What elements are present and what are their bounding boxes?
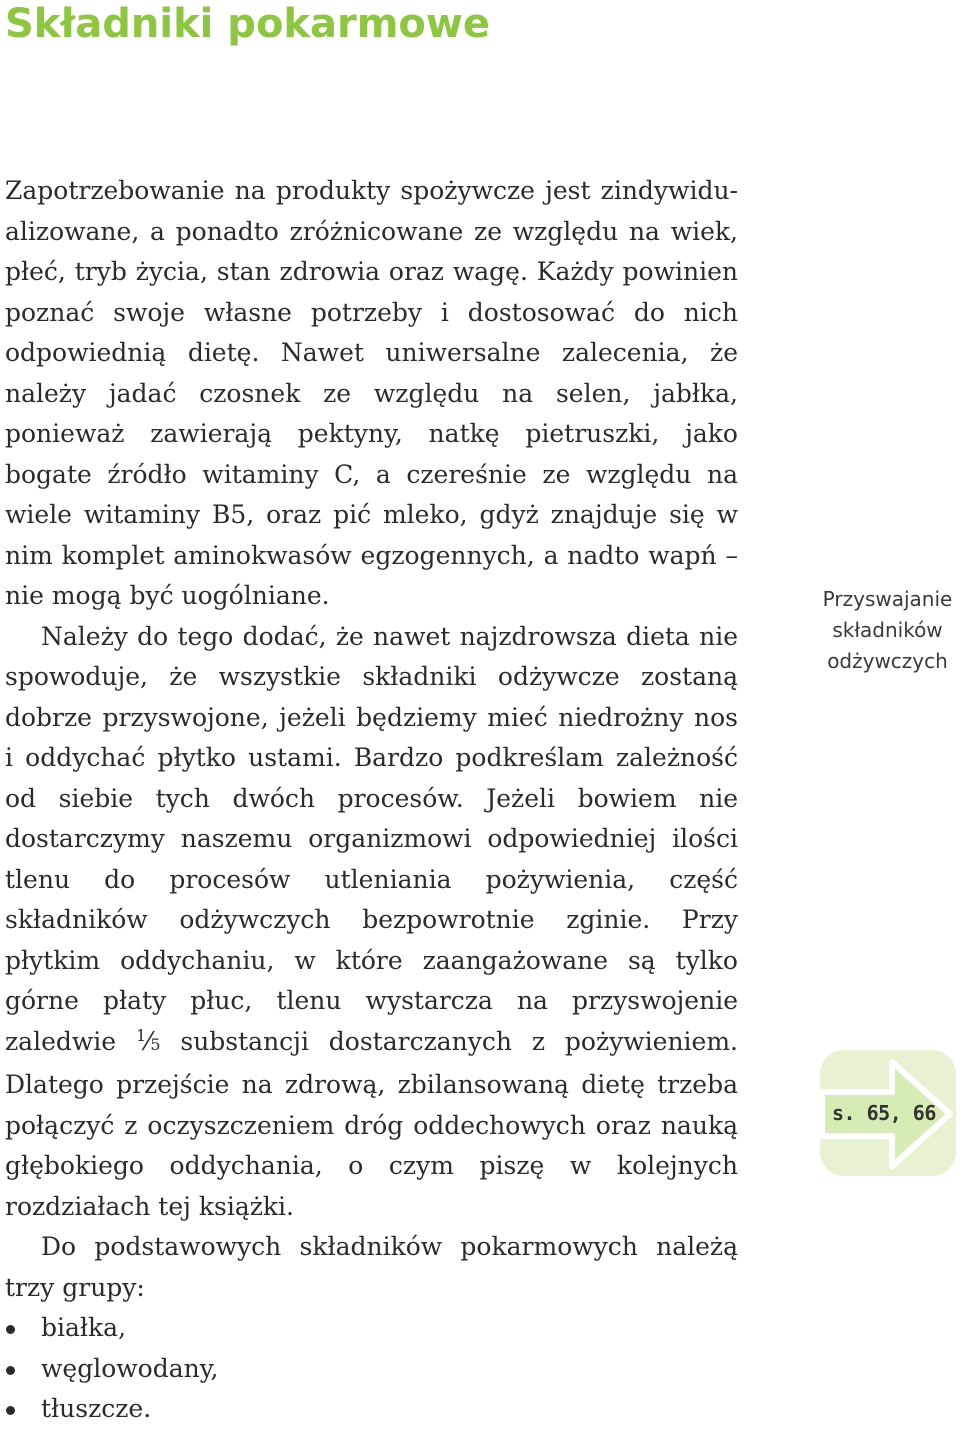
margin-note-line: składników [832, 618, 943, 642]
main-text [5, 171, 738, 1430]
margin-note-line: Przyswajanie [822, 587, 953, 611]
list-item: węglowodany, [5, 1349, 738, 1390]
margin-note-line: odżywczych [827, 649, 948, 673]
page-title: Składniki pokarmowe [5, 1, 490, 47]
fraction-denominator: 5 [150, 1034, 161, 1054]
nutrient-groups-list [5, 1308, 738, 1430]
paragraph-absorption [5, 617, 738, 1228]
paragraph-intro: Zapotrzebowanie na produkty spożywcze jest zindywidualizowane, a ponadto zróżnicowane ze względu na wiek, płeć, tryb życia, stan zdrowia oraz wagę. Każdy powinien poznać swoje własne potrzeby i dostosować do nich odpowiednią dietę. Nawet uniwersalne zalecenia, że należy jadać czosnek ze względu na selen, jabłka, ponieważ zawierają pektyny, natkę pietruszki, jako bogate źródło witaminy C, a czereśnie ze względu na wiele witaminy B5, oraz pić mleko, gdyż znajduje się w nim komplet aminokwasów egzogennych, a nadto wapń – nie mogą być uogólniane. [5, 176, 738, 610]
list-item: tłuszcze. [5, 1389, 738, 1430]
list-item: białka, [5, 1308, 738, 1349]
fraction-one-fifth: $^1$⁄5 [135, 1025, 161, 1056]
paragraph-groups: Do podstawowych składników pokarmowych należą trzy grupy: [5, 1232, 738, 1302]
paragraph-absorption-text-2: substancji dostarczanych z pożywieniem. Dlatego przejście na zdrową, zbilansowaną dietę trzeba połączyć z oczyszczeniem dróg oddechowych oraz nauką głębokiego oddychania, o czym piszę w kolejnych rozdziałach tej książki. [5, 1026, 738, 1221]
margin-note [800, 584, 960, 677]
fraction-numerator: 1 [135, 1025, 147, 1045]
page-reference-label[interactable]: s. 65, 66 [832, 1101, 936, 1125]
paragraph-absorption-text-1: Należy do tego dodać, że nawet najzdrowsza dieta nie spowoduje, że wszystkie składniki odżywcze zostaną dobrze przyswojone, jeżeli będziemy mieć niedrożny nos i oddychać płytko ustami. Bardzo podkreślam zależność od siebie tych dwóch procesów. Jeżeli bowiem nie dostarczymy naszemu organizmowi odpowiedniej ilości tlenu do procesów utleniania pożywienia, część składników odżywczych bezpowrotnie zginie. Przy płytkim oddychaniu, w które zaangażowane są tylko górne płaty płuc, tlenu wystarcza na przyswojenie zaledwie [5, 621, 738, 1056]
